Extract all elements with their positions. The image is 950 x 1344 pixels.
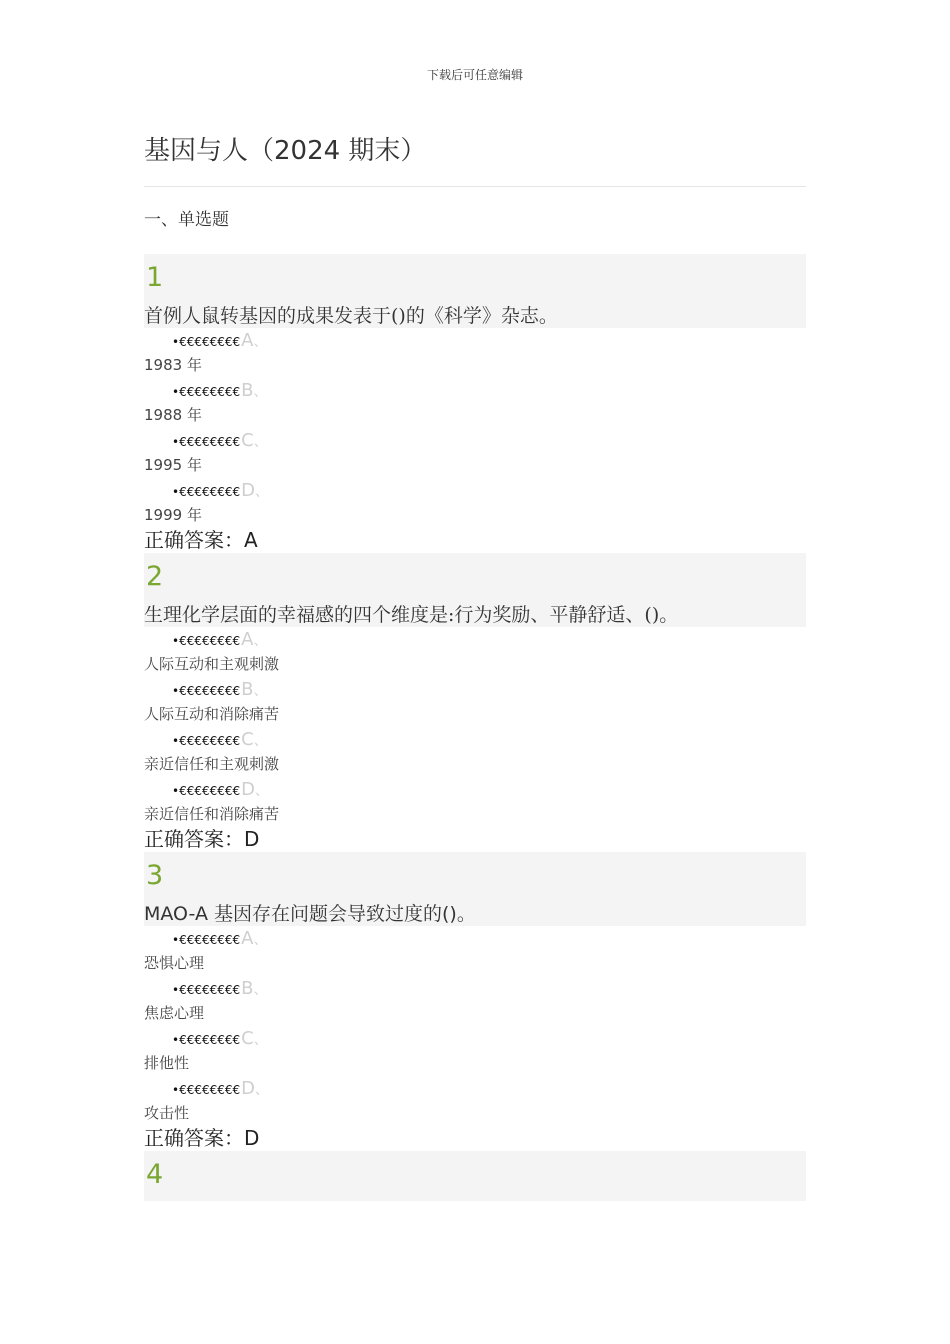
question-number: 1 [146, 262, 164, 293]
option-marker: •€€€€€€€€B、 [172, 978, 268, 999]
question-text: MAO-A 基因存在问题会导致过度的()。 [144, 903, 476, 925]
option-marker: •€€€€€€€€A、 [172, 928, 268, 949]
correct-answer: 正确答案：A [144, 528, 258, 552]
question-number: 3 [146, 860, 164, 891]
option-text: 人际互动和消除痛苦 [144, 705, 280, 723]
question-1 [144, 254, 806, 554]
question-header [144, 1151, 806, 1201]
option-text: 亲近信任和主观刺激 [144, 755, 280, 773]
option-marker: •€€€€€€€€D、 [172, 1078, 270, 1099]
option-marker: •€€€€€€€€A、 [172, 629, 268, 650]
option-a[interactable] [144, 627, 806, 677]
option-d[interactable] [144, 1076, 806, 1126]
correct-answer: 正确答案：D [144, 827, 260, 851]
option-text: 1999 年 [144, 506, 202, 524]
option-text: 焦虑心理 [144, 1004, 205, 1022]
question-text: 首例人鼠转基因的成果发表于()的《科学》杂志。 [144, 305, 558, 327]
option-marker: •€€€€€€€€A、 [172, 330, 268, 351]
question-number: 2 [146, 561, 164, 592]
option-b[interactable] [144, 677, 806, 727]
option-text: 排他性 [144, 1054, 190, 1072]
option-c[interactable] [144, 1026, 806, 1076]
option-text: 攻击性 [144, 1104, 190, 1122]
correct-answer: 正确答案：D [144, 1126, 260, 1150]
option-marker: •€€€€€€€€C、 [172, 430, 268, 451]
option-marker: •€€€€€€€€D、 [172, 779, 270, 800]
option-c[interactable] [144, 727, 806, 777]
question-text: 生理化学层面的幸福感的四个维度是:行为奖励、平静舒适、()。 [144, 604, 679, 626]
option-text: 恐惧心理 [144, 954, 205, 972]
option-marker: •€€€€€€€€C、 [172, 1028, 268, 1049]
option-b[interactable] [144, 976, 806, 1026]
question-number: 4 [146, 1159, 164, 1190]
title-divider [144, 186, 806, 187]
option-marker: •€€€€€€€€D、 [172, 480, 270, 501]
option-text: 亲近信任和消除痛苦 [144, 805, 280, 823]
option-text: 1988 年 [144, 406, 202, 424]
question-2 [144, 553, 806, 853]
section-title: 一、单选题 [144, 210, 229, 230]
question-header [144, 254, 806, 328]
option-d[interactable] [144, 478, 806, 528]
page-title: 基因与人（2024 期末） [144, 136, 427, 166]
question-4 [144, 1151, 806, 1201]
header-note: 下载后可任意编辑 [426, 68, 523, 82]
question-header [144, 852, 806, 926]
question-3 [144, 852, 806, 1152]
option-text: 1983 年 [144, 356, 202, 374]
option-a[interactable] [144, 328, 806, 378]
option-text: 1995 年 [144, 456, 202, 474]
option-c[interactable] [144, 428, 806, 478]
option-text: 人际互动和主观刺激 [144, 655, 280, 673]
question-header [144, 553, 806, 627]
option-marker: •€€€€€€€€C、 [172, 729, 268, 750]
option-b[interactable] [144, 378, 806, 428]
option-d[interactable] [144, 777, 806, 827]
option-marker: •€€€€€€€€B、 [172, 380, 268, 401]
option-a[interactable] [144, 926, 806, 976]
option-marker: •€€€€€€€€B、 [172, 679, 268, 700]
